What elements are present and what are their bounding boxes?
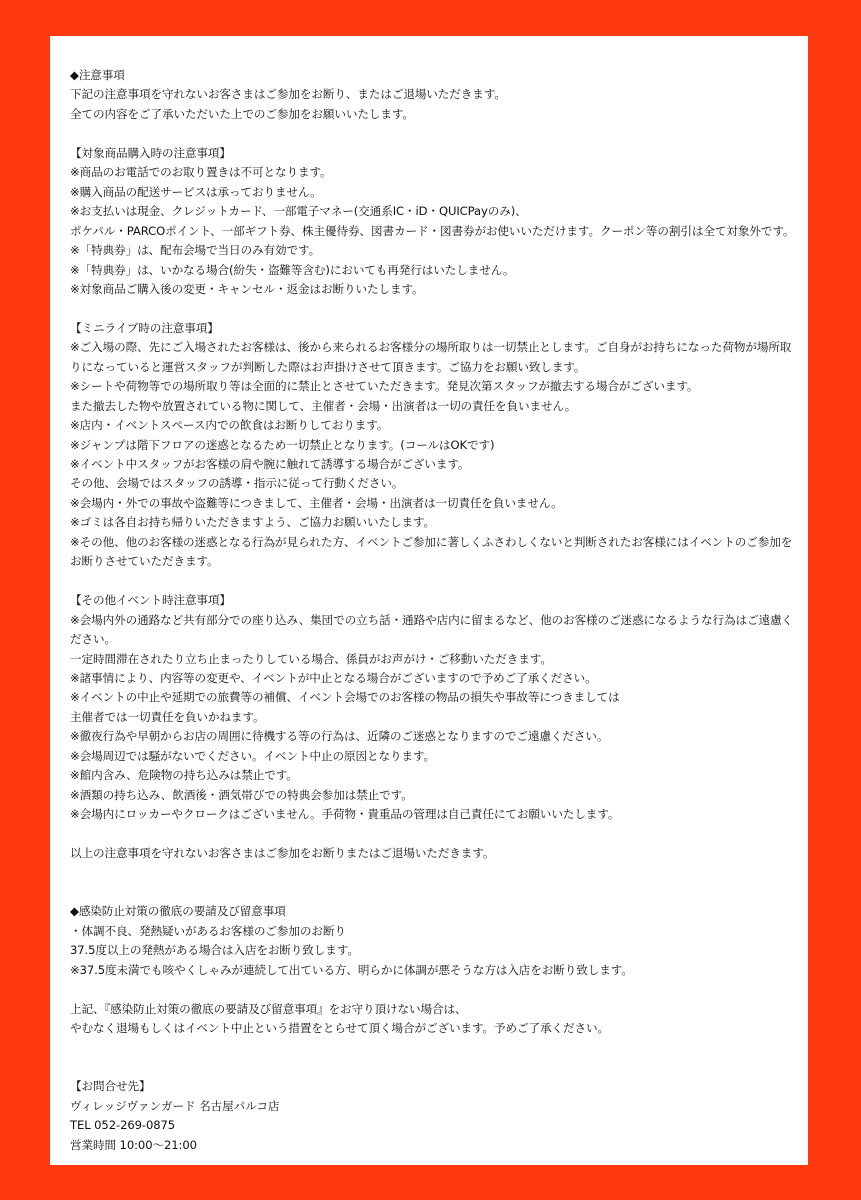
live-line: ※ゴミは各自お持ち帰りいただきますよう、ご協力お願いいたします。 bbox=[70, 515, 435, 530]
purchase-line: ※購入商品の配送サービスは承っておりません。 bbox=[70, 184, 322, 199]
notice-sheet bbox=[50, 36, 808, 1165]
other-line: ※会場周辺では騒がないでください。イベント中止の原因となります。 bbox=[70, 748, 435, 763]
other-line: 主催者では一切責任を負いかねます。 bbox=[70, 709, 265, 724]
spacer bbox=[70, 825, 795, 844]
purchase-line: ポケパル・PARCOポイント、一部ギフト券、株主優待券、図書カード・図書券がお使いいただけます。クーポン等の割引は全て対象外です。 bbox=[70, 223, 795, 238]
other-heading: 【その他イベント時注意事項】 bbox=[70, 593, 231, 608]
contact-hours: 営業時間 10:00～21:00 bbox=[70, 1137, 197, 1152]
infection-closing-line: 上記、『感染防止対策の徹底の要請及び留意事項』をお守り頂けない場合は、 bbox=[70, 1001, 467, 1016]
notes-intro-line: 下記の注意事項を守れないお客さまはご参加をお断り、またはご退場いただきます。 bbox=[70, 87, 506, 102]
live-line: ※会場内・外での事故や盗難等につきまして、主催者・会場・出演者は一切責任を負いません。 bbox=[70, 495, 563, 510]
contact-tel: TEL 052-269-0875 bbox=[70, 1118, 176, 1133]
contact-store: ヴィレッジヴァンガード 名古屋パルコ店 bbox=[70, 1098, 280, 1113]
live-line: ※店内・イベントスペース内での飲食はお断りしております。 bbox=[70, 418, 389, 433]
other-line: ※会場内外の通路など共有部分での座り込み、集団での立ち話・通路や店内に留まるなど、他のお客様のご迷惑になるような行為はご遠慮ください。 bbox=[70, 612, 793, 647]
other-line: ※酒類の持ち込み、飲酒後・酒気帯びでの特典会参加は禁止です。 bbox=[70, 787, 413, 802]
purchase-line: ※「特典券」は、いかなる場合(紛失・盗難等含む)においても再発行はいたしません。 bbox=[70, 262, 515, 277]
live-line: ※シートや荷物等での場所取り等は全面的に禁止とさせていただきます。発見次第スタッフが撤去する場合がございます。 bbox=[70, 379, 699, 394]
live-line: ※その他、他のお客様の迷惑となる行為が見られた方、イベントご参加に著しくふさわしくないと判断されたお客様にはイベントのご参加をお断りさせていただきます。 bbox=[70, 534, 793, 569]
live-line: ※ご入場の際、先にご入場されたお客様は、後から来られるお客様分の場所取りは一切禁止とします。ご自身がお持ちになった荷物が場所取りになっていると運営スタッフが判断した際はお声掛けさせて頂きます。ご協力をお願い致します。 bbox=[70, 340, 792, 374]
purchase-line: ※「特典券」は、配布会場で当日のみ有効です。 bbox=[70, 243, 321, 258]
spacer bbox=[70, 572, 795, 591]
infection-line: ※37.5度未満でも咳やくしゃみが連続して出ている方、明らかに体調が悪そうな方は入店をお断り致します。 bbox=[70, 962, 633, 977]
live-heading: 【ミニライブ時の注意事項】 bbox=[70, 320, 219, 335]
spacer bbox=[70, 299, 795, 318]
purchase-line: ※商品のお電話でのお取り置きは不可となります。 bbox=[70, 165, 332, 180]
notice-content bbox=[70, 66, 795, 1155]
infection-closing-line: やむなく退場もしくはイベント中止という措置をとらせて頂く場合がございます。予めご了承ください。 bbox=[70, 1021, 609, 1036]
spacer bbox=[70, 980, 795, 999]
live-line: ※イベント中スタッフがお客様の肩や腕に触れて誘導する場合がございます。 bbox=[70, 457, 470, 472]
purchase-heading: 【対象商品購入時の注意事項】 bbox=[70, 145, 231, 160]
spacer bbox=[70, 864, 795, 903]
purchase-line: ※対象商品ご購入後の変更・キャンセル・返金はお断りいたします。 bbox=[70, 281, 424, 296]
spacer bbox=[70, 124, 795, 143]
other-line: ※会場内にロッカーやクロークはございません。手荷物・貴重品の管理は自己責任にてお願いいたします。 bbox=[70, 807, 620, 822]
contact-heading: 【お問合せ先】 bbox=[70, 1079, 151, 1094]
other-closing: 以上の注意事項を守れないお客さまはご参加をお断りまたはご退場いただきます。 bbox=[70, 846, 495, 861]
other-line: 一定時間滞在されたり立ち止まったりしている場合、係員がお声がけ・ご移動いただきます。 bbox=[70, 651, 552, 666]
live-line: ※ジャンプは階下フロアの迷惑となるため一切禁止となります。(コールはOKです) bbox=[70, 437, 495, 452]
notes-intro-line: 全ての内容をご了承いただいた上でのご参加をお願いいたします。 bbox=[70, 106, 414, 121]
live-line: また撤去した物や放置されている物に関して、主催者・会場・出演者は一切の責任を負いません。 bbox=[70, 398, 577, 413]
notes-heading: ◆注意事項 bbox=[70, 68, 125, 82]
infection-heading: ◆感染防止対策の徹底の要請及び留意事項 bbox=[70, 904, 286, 919]
other-line: ※徹夜行為や早朝からお店の周囲に待機する等の行為は、近隣のご迷惑となりますのでご遠慮ください。 bbox=[70, 729, 609, 744]
purchase-line: ※お支払いは現金、クレジットカード、一部電子マネー(交通系IC・iD・QUICPayのみ)、 bbox=[70, 204, 527, 219]
spacer bbox=[70, 1039, 795, 1078]
other-line: ※諸事情により、内容等の変更や、イベントが中止となる場合がございますので予めご了承ください。 bbox=[70, 671, 597, 685]
live-line: その他、会場ではスタッフの誘導・指示に従って行動ください。 bbox=[70, 476, 404, 491]
other-line: ※イベントの中止や延期での旅費等の補償、イベント会場でのお客様の物品の損失や事故等につきましては bbox=[70, 690, 620, 705]
other-line: ※館内含み、危険物の持ち込みは禁止です。 bbox=[70, 768, 298, 783]
infection-line: ・体調不良、発熱疑いがあるお客様のご参加のお断り bbox=[70, 923, 346, 938]
infection-line: 37.5度以上の発熱がある場合は入店をお断り致します。 bbox=[70, 943, 359, 958]
